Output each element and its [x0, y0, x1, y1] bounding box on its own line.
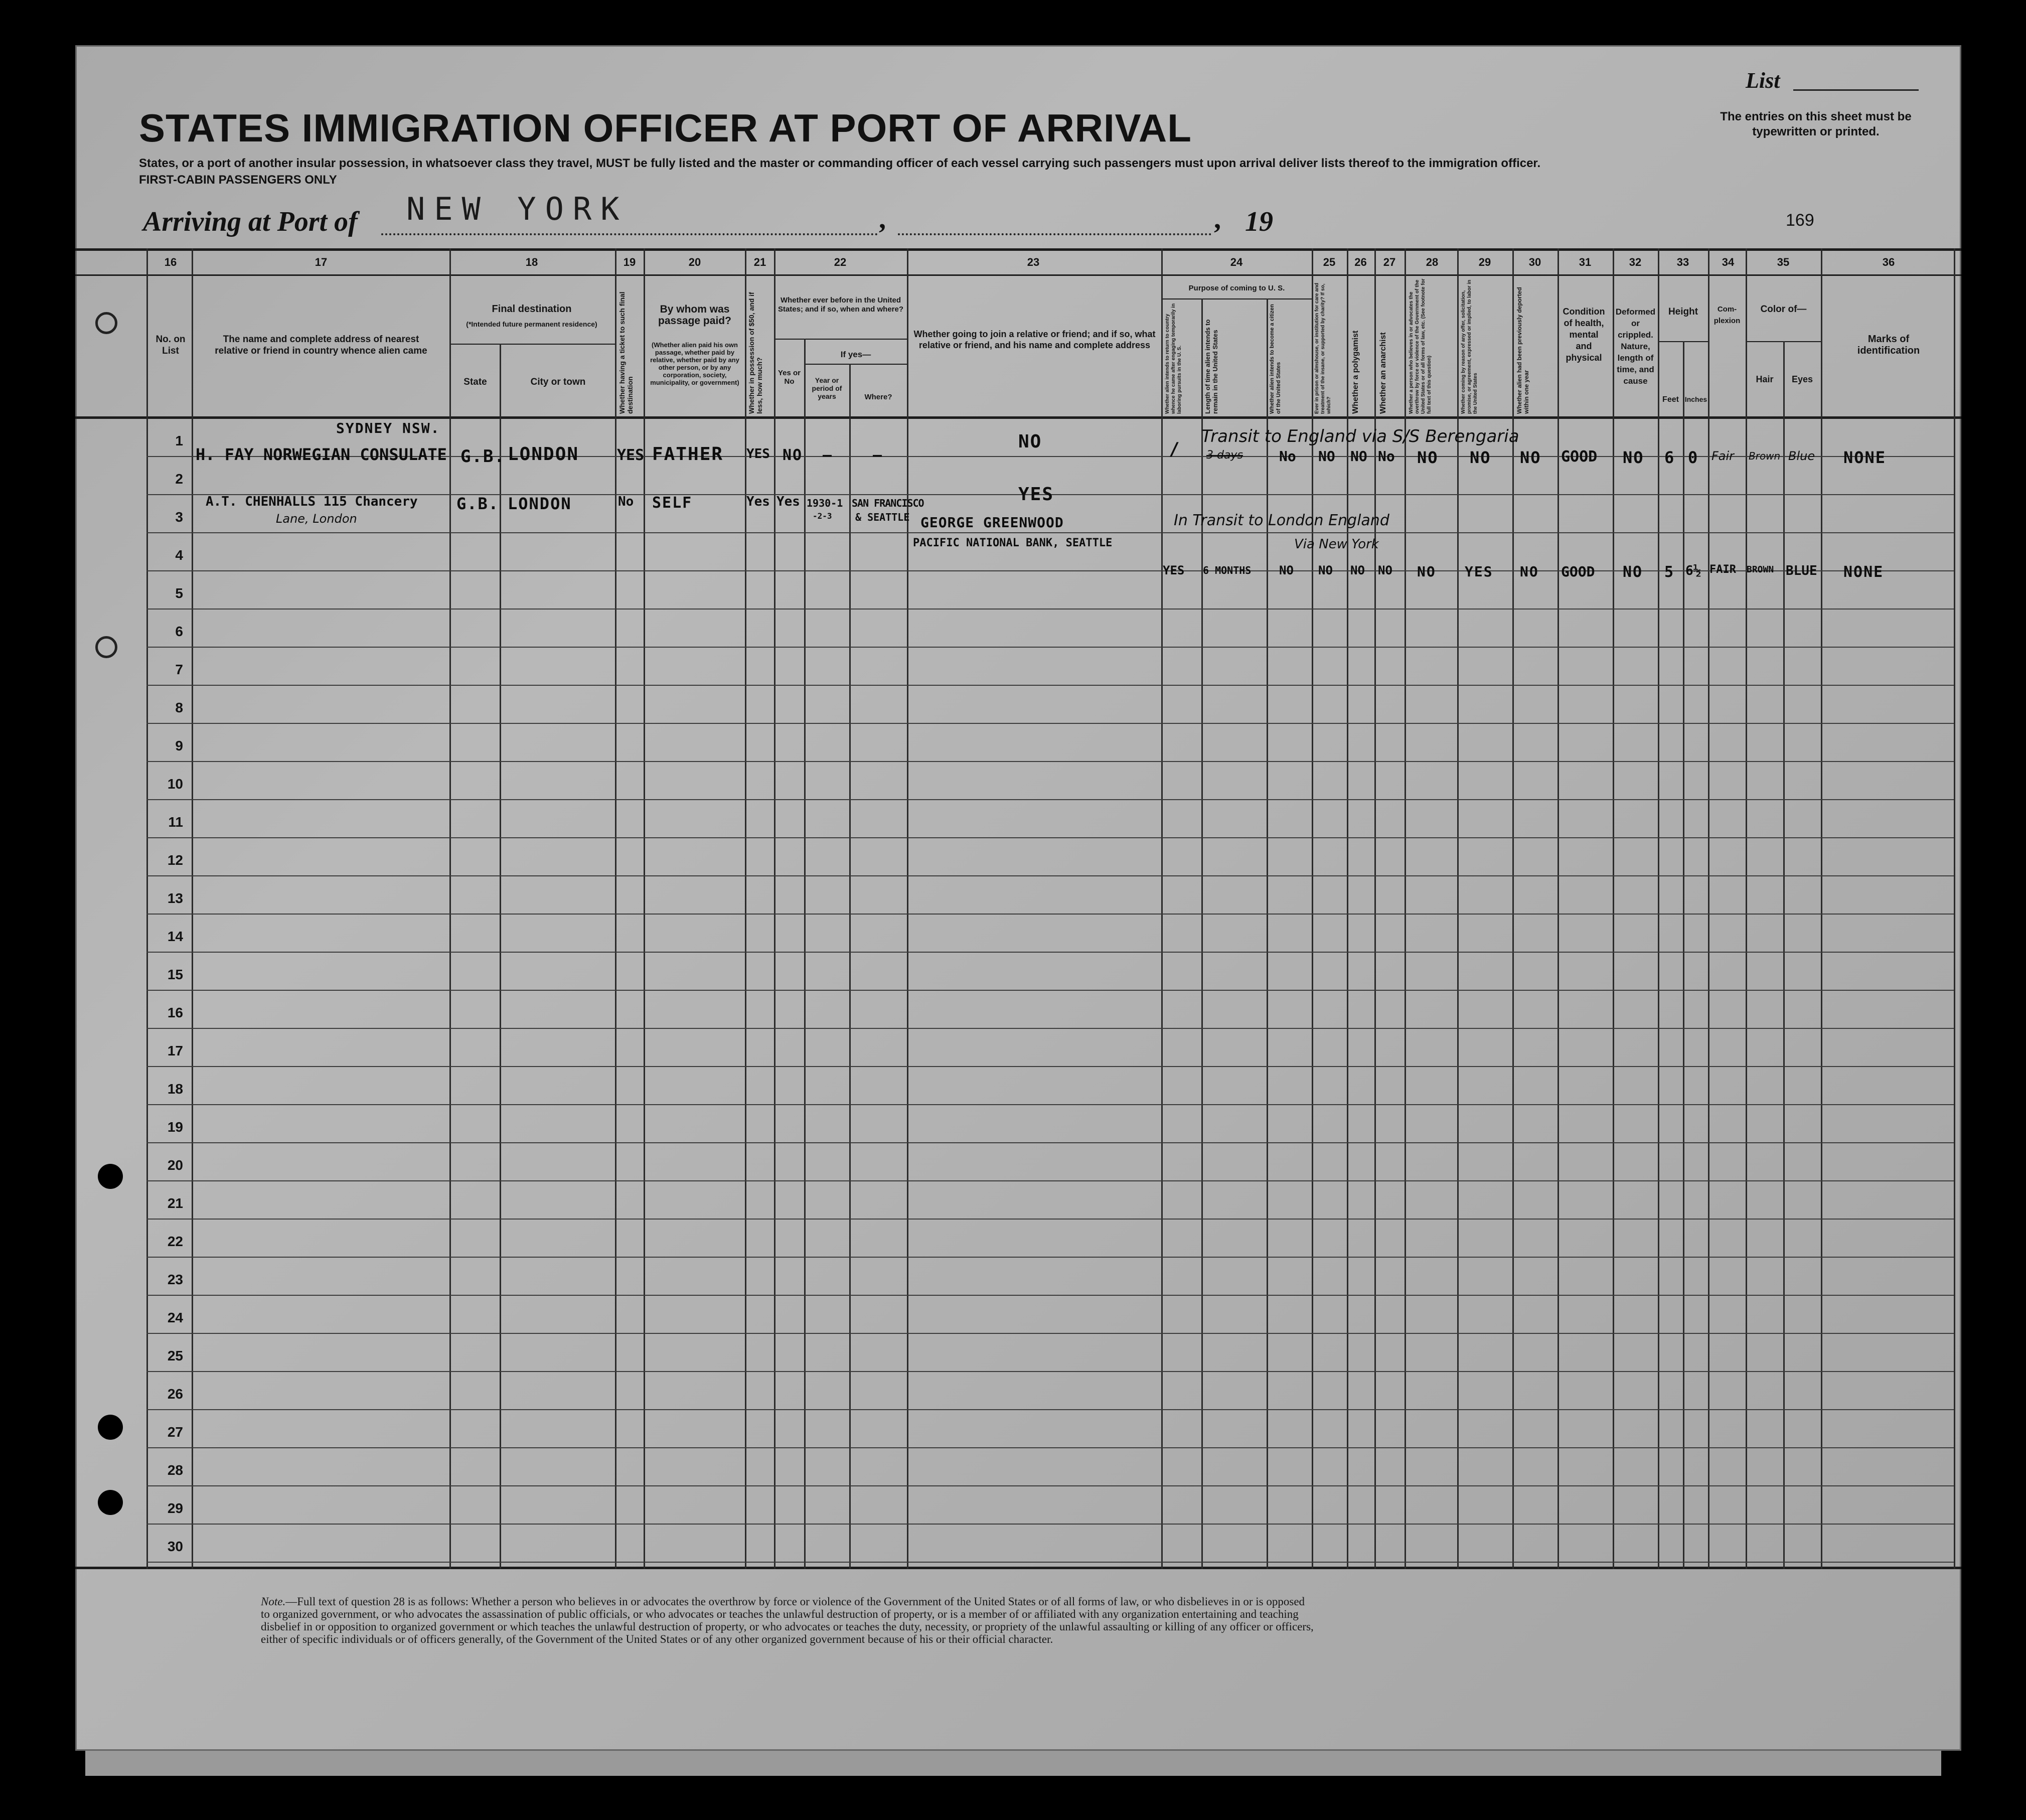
r1-join: NO [1018, 431, 1042, 452]
r2-year: 1930-1 [807, 497, 843, 509]
r4-health: GOOD [1561, 563, 1595, 580]
row-number: 10 [167, 776, 183, 792]
date-dotted-line [898, 233, 1211, 235]
r2-transit-note: In Transit to London England [1174, 512, 1389, 529]
destination-sub-rule [449, 344, 615, 345]
header-complexion: Com-plexion [1713, 305, 1741, 325]
row-rule [146, 1333, 1954, 1334]
r1-feet: 6 [1664, 448, 1675, 467]
header-passage-paid: By whom was passage paid? [658, 304, 731, 327]
row-number: 3 [175, 509, 183, 525]
r1-health: GOOD [1561, 448, 1598, 466]
if-yes-sub-rule [804, 364, 907, 365]
r2-where-line2: & SEATTLE [855, 511, 910, 523]
row-number: 15 [167, 967, 183, 982]
row-rule [146, 570, 1954, 571]
entry-instructions: The entries on this sheet must be typewritten or printed. [1720, 110, 1912, 138]
port-comma: , [879, 204, 886, 235]
r1-col26: NO [1350, 448, 1367, 465]
r2-relative-name: A.T. CHENHALLS 115 Chancery [206, 494, 418, 509]
r4-citizen: NO [1279, 563, 1294, 577]
row-rule [146, 1180, 1954, 1181]
footnote-text: —Full text of question 28 is as follows: Whether a person who believes in or advocates the overthrow by force or violence of the Government of the United States or of all forms of law, or who disbelieves in or is opposed to organized government, or who advocates the assassination of public officials, or who advocates or teaches the unlawful destruction of property, or is a member of or affiliated with any organization entertaining and teaching disbelief in or opposition to organized government or which teaches the unlawful destruction of property, or who advocates or teaches the duty, necessity, or propriety of the unlawful assaulting or killing of any officer or officers, either of specific individuals or of officers generally, of the Government of the United States or of any other organized government because of his or their official character. [261, 1595, 1314, 1645]
column-number: 20 [688, 256, 701, 268]
row-rule [146, 647, 1954, 648]
header-passage-paid-note: (Whether alien paid his own passage, whether paid by relative, whether paid by any other person, or by any corporation, society, municipality, or government) [650, 341, 739, 386]
row-number: 16 [167, 1005, 183, 1020]
header-if-yes: If yes— [840, 350, 871, 359]
r4-col25: NO [1318, 563, 1333, 577]
r4-inches: 6½ [1685, 563, 1701, 578]
row-rule [146, 1066, 1954, 1067]
r1-paid-by: FATHER [652, 444, 724, 465]
r2-join-name: GEORGE GREENWOOD [920, 514, 1064, 531]
column-number: 19 [623, 256, 636, 268]
row-number: 24 [167, 1310, 183, 1325]
r2-paid-by: SELF [652, 494, 693, 512]
column-number: 17 [315, 256, 328, 268]
r1-marks: NONE [1843, 448, 1887, 467]
column-number: 33 [1676, 256, 1689, 268]
row-number: 5 [175, 585, 183, 601]
column-number: 22 [834, 256, 847, 268]
header-deformed: Deformed or crippled. Nature, length of time, and cause [1615, 307, 1656, 386]
col-border-24c [1267, 298, 1268, 1569]
row-number: 23 [167, 1272, 183, 1287]
header-purpose-b: Length of time alien intends to remain in the United States [1204, 319, 1219, 414]
r1-citizen: No [1279, 448, 1296, 465]
arriving-port-value: NEW YORK [406, 191, 629, 227]
column-number-rule [75, 274, 1961, 276]
r2-join: YES [1018, 484, 1054, 505]
row-number: 14 [167, 929, 183, 944]
footnote [261, 1595, 1314, 1645]
column-number: 36 [1882, 256, 1895, 268]
ever-before-sub-rule [774, 339, 907, 340]
header-city: City or town [530, 377, 586, 387]
header-height: Height [1668, 307, 1698, 317]
row-rule [146, 1295, 1954, 1296]
row-number: 22 [167, 1234, 183, 1249]
r1-relative-name: H. FAY NORWEGIAN CONSULATE [196, 445, 447, 464]
punch-hole-ring [95, 636, 117, 658]
column-number: 34 [1722, 256, 1735, 268]
column-number: 31 [1579, 256, 1592, 268]
header-anarchist: Whether an anarchist [1379, 332, 1387, 414]
header-purpose-c: Whether alien intends to become a citizen of the United States [1269, 304, 1282, 414]
row-rule [146, 875, 1954, 876]
r4-feet: 5 [1664, 563, 1675, 581]
header-ever-before: Whether ever before in the United States; and if so, when and where? [777, 296, 904, 314]
header-bottom-rule [75, 416, 1961, 419]
row-number: 18 [167, 1081, 183, 1097]
r2-fifty: Yes [746, 494, 770, 509]
r2-year-line2: -2-3 [813, 511, 832, 521]
r1-hair: Brown [1749, 450, 1781, 462]
r1-fifty: YES [746, 446, 770, 462]
row-number: 11 [168, 814, 183, 830]
r1-state: G.B. [460, 446, 506, 467]
r4-col28: NO [1417, 563, 1436, 580]
row-rule [146, 1142, 1954, 1143]
r2-state: G.B. [456, 494, 500, 513]
arriving-port-label: Arriving at Port of [143, 206, 358, 237]
row-rule [146, 1028, 1954, 1029]
page-stamp: 169 [1786, 211, 1814, 230]
row-rule [146, 1409, 1954, 1410]
r4-col30: NO [1520, 563, 1539, 580]
punch-hole [98, 1415, 123, 1440]
row-number: 8 [175, 700, 183, 715]
r1-col25: NO [1318, 448, 1335, 465]
column-number: 32 [1629, 256, 1642, 268]
port-dotted-line [381, 233, 878, 235]
row-rule [146, 723, 1954, 724]
header-feet: Feet [1662, 395, 1679, 404]
header-purpose-a: Whether alien intends to return to country whence he came after engaging temporarily in laboring pursuits in the U. S. [1165, 303, 1182, 414]
row-number: 7 [175, 662, 183, 677]
header-eyes: Eyes [1791, 374, 1813, 384]
r2-relative-line2: Lane, London [276, 512, 357, 526]
row-number: 21 [167, 1195, 183, 1211]
r1-year: – [823, 446, 833, 464]
row-rule [146, 952, 1954, 953]
row-rule [146, 1524, 1954, 1525]
column-number: 29 [1478, 256, 1491, 268]
year-prefix: 19 [1245, 206, 1273, 237]
punch-hole [98, 1490, 123, 1515]
row-rule [146, 685, 1954, 686]
row-rule [146, 1447, 1954, 1448]
r1-eyes: Blue [1788, 449, 1815, 463]
row-rule [146, 1219, 1954, 1220]
header-col25: Ever in prison or almshouse, or institution for care and treatment of the insane, or supported by charity? If so, which? [1314, 282, 1332, 414]
r1-length: 3 days [1206, 449, 1243, 462]
column-number: 35 [1777, 256, 1790, 268]
row-rule [146, 990, 1954, 991]
form-subtitle: States, or a port of another insular possession, in whatsoever class they travel, MUST be fully listed and the master or commanding officer of each vessel carrying such passengers must upon arrival deliver lists thereof to the immigration officer. [139, 157, 1541, 170]
r4-marks: NONE [1843, 563, 1884, 581]
row-rule [146, 609, 1954, 610]
r2-before: Yes [776, 494, 800, 509]
r1-col28: NO [1417, 448, 1439, 467]
column-number: 28 [1426, 256, 1439, 268]
r4-col29: YES [1465, 563, 1493, 580]
column-number: 24 [1230, 256, 1243, 268]
row-number: 9 [175, 738, 183, 753]
footnote-label: Note. [261, 1595, 286, 1608]
header-relative-address: The name and complete address of nearest relative or friend in country whence alien came [215, 334, 427, 356]
row-rule [146, 1562, 1954, 1563]
column-number: 25 [1323, 256, 1336, 268]
r1-relative-city: SYDNEY NSW. [336, 420, 440, 436]
col-border-36-right [1954, 248, 1955, 1569]
header-marks: Marks of identification [1857, 334, 1920, 356]
header-join-relative: Whether going to join a relative or friend; and if so, what relative or friend, and his name and complete address [913, 329, 1156, 350]
purpose-sub-rule [1161, 298, 1312, 299]
header-final-destination-note: (*Intended future permanent residence) [466, 320, 597, 328]
column-number: 30 [1528, 256, 1541, 268]
r1-transit-note: Transit to England via S/S Berengaria [1201, 426, 1519, 446]
row-rule [146, 532, 1954, 533]
r1-purpose-a: / [1169, 439, 1181, 460]
r1-complexion: Fair [1711, 449, 1735, 463]
header-col29: Whether coming by reason of any offer, solicitation, promise, or agreement, expressed or implied, to labor in the United States [1461, 279, 1478, 414]
row-rule [146, 1257, 1954, 1258]
r4-col26: NO [1350, 563, 1365, 577]
header-ticket: Whether having a ticket to such final destination [618, 291, 634, 414]
column-number: 26 [1354, 256, 1367, 268]
row-rule [146, 799, 1954, 800]
r1-col29: NO [1470, 448, 1491, 467]
row-rule [146, 1371, 1954, 1372]
column-number: 23 [1027, 256, 1040, 268]
r4-hair: BROWN [1747, 564, 1774, 575]
r1-deformed: NO [1623, 448, 1644, 467]
r4-deformed: NO [1623, 563, 1643, 581]
row-rule [146, 1104, 1954, 1105]
row-rule [146, 1485, 1954, 1486]
column-number: 16 [164, 256, 177, 268]
header-col28: Whether a person who believes in or advocates the overthrow by force or violence of the Government of the United States or of all forms of law, etc. (See footnote for full text of this question) [1409, 278, 1432, 414]
first-cabin-label: FIRST-CABIN PASSENGERS ONLY [139, 173, 337, 187]
r2-join-address: PACIFIC NATIONAL BANK, SEATTLE [913, 537, 1113, 549]
list-number-line [1793, 89, 1919, 91]
row-number: 29 [167, 1500, 183, 1516]
row-number: 28 [167, 1462, 183, 1478]
column-number: 21 [753, 256, 766, 268]
col-border-24b [1201, 298, 1203, 1569]
row-number: 2 [175, 471, 183, 487]
row-number: 30 [167, 1539, 183, 1554]
row-number: 17 [167, 1043, 183, 1058]
table-bottom-rule [75, 1567, 1961, 1569]
r2-ticket: No [618, 494, 634, 509]
r4-length: 6 MONTHS [1203, 564, 1252, 576]
header-health: Condition of health, mental and physical [1563, 307, 1605, 363]
r4-col27: NO [1378, 563, 1392, 577]
r2-city: LONDON [508, 494, 572, 513]
table-top-rule [75, 248, 1961, 251]
header-state: State [463, 377, 487, 387]
row-number: 26 [167, 1386, 183, 1402]
row-rule [146, 914, 1954, 915]
form-title: STATES IMMIGRATION OFFICER AT PORT OF ARRIVAL [139, 106, 1192, 150]
column-number: 18 [525, 256, 538, 268]
column-number: 27 [1383, 256, 1396, 268]
manifest-table [75, 248, 1961, 1573]
row-number: 19 [167, 1119, 183, 1135]
row-number: 1 [175, 433, 183, 448]
header-no-on-list: No. on List [155, 334, 186, 356]
r1-col30: NO [1520, 448, 1541, 467]
r4-complexion: FAIR [1709, 563, 1736, 576]
header-where: Where? [864, 393, 892, 401]
list-label: List [1746, 68, 1780, 93]
header-hair: Hair [1756, 374, 1774, 384]
r1-col27: No [1378, 448, 1395, 465]
row-number: 20 [167, 1157, 183, 1173]
header-year-period: Year or period of years [812, 376, 842, 400]
col-border-35b [1783, 341, 1785, 1569]
r4-purpose-a: YES [1163, 563, 1185, 577]
r1-ticket: YES [617, 446, 645, 464]
col-border-22c [849, 364, 851, 1569]
header-purpose: Purpose of coming to U. S. [1188, 284, 1285, 292]
r1-before: NO [783, 446, 803, 464]
col-border-33b [1683, 341, 1684, 1569]
header-possession-50: Whether in possession of $50, and if less, how much? [747, 292, 763, 414]
header-yes-no: Yes or No [777, 369, 801, 386]
row-number: 4 [175, 547, 183, 563]
r2-transit-line2: Via New York [1294, 537, 1379, 552]
header-col30: Whether alien had been previously deported within one year [1516, 287, 1530, 414]
col-border-18b [500, 344, 501, 1569]
header-polygamist: Whether a polygamist [1351, 330, 1360, 414]
header-inches: Inches [1684, 395, 1707, 403]
punch-hole-ring [95, 312, 117, 334]
header-color-of: Color of— [1760, 304, 1807, 315]
row-rule [146, 761, 1954, 762]
r1-city: LONDON [508, 444, 579, 465]
r4-eyes: BLUE [1786, 563, 1817, 578]
col-border-22b [804, 339, 806, 1569]
header-final-destination: Final destination [492, 304, 572, 315]
row-number: 25 [167, 1348, 183, 1363]
row-number: 27 [167, 1424, 183, 1440]
r1-where: – [873, 446, 883, 464]
r2-where: SAN FRANCISCO [852, 497, 924, 509]
row-number: 12 [167, 852, 183, 868]
row-rule [146, 837, 1954, 838]
row-number: 13 [167, 890, 183, 906]
row-number: 6 [175, 624, 183, 639]
r1-inches: 0 [1688, 448, 1699, 467]
punch-hole [98, 1164, 123, 1189]
date-comma: , [1214, 204, 1221, 235]
